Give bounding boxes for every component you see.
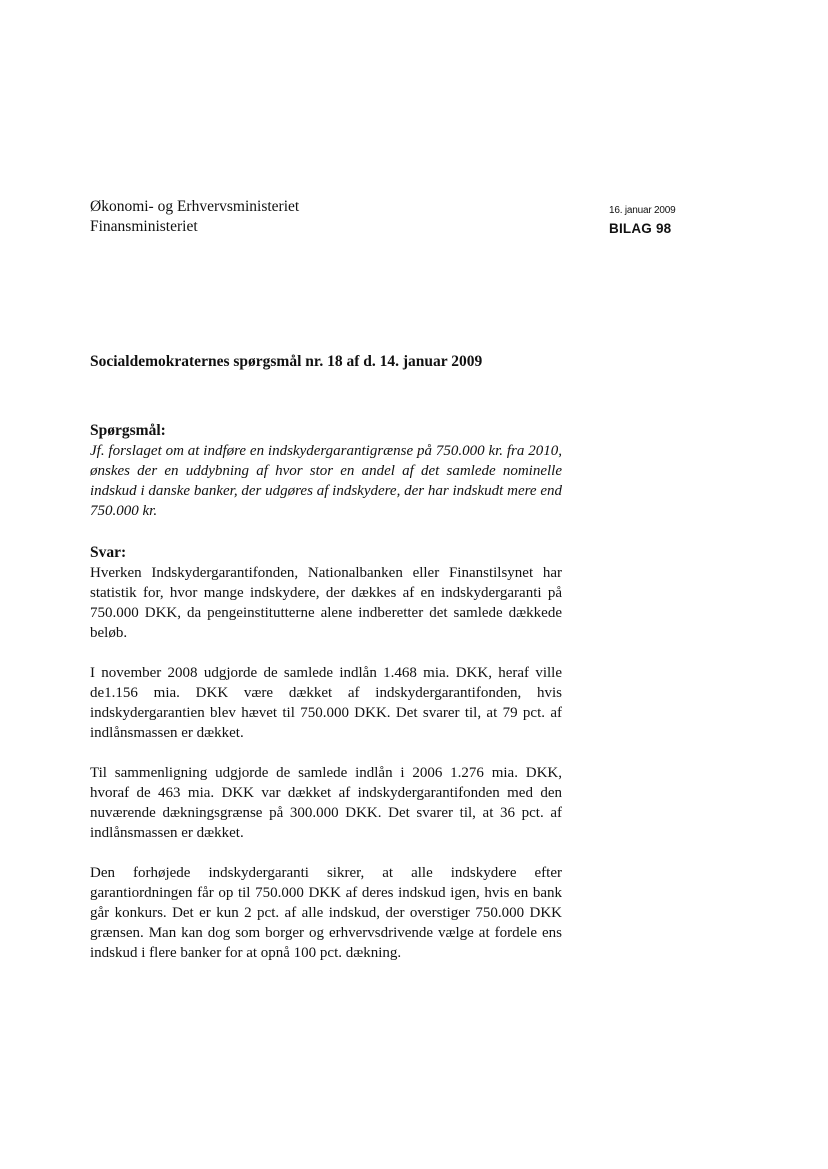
answer-paragraph: Den forhøjede indskydergaranti sikrer, at alle indskydere efter garantiordningen får op til 750.000 DKK af deres indskud igen, hvis en bank går konkurs. Det er kun 2 pct. af alle indskud, der overstiger 750.000 DKK grænsen. Man kan dog som borger og erhvervsdrivende vælge at fordele ens indskud i flere banker for at opnå 100 pct. dækning. bbox=[90, 865, 562, 961]
sender-block bbox=[90, 197, 299, 237]
answer-label: Svar: bbox=[90, 544, 127, 561]
document-body bbox=[90, 352, 562, 963]
answer-paragraph: Til sammenligning udgjorde de samlede indlån i 2006 1.276 mia. DKK, hvoraf de 463 mia. DKK var dækket af indskydergarantifonden med den nuværende dækningsgrænse på 300.000 DKK. Det svarer til, at 36 pct. af indlånsmassen er dækket. bbox=[90, 765, 562, 841]
ministry-name-2: Finansministeriet bbox=[90, 218, 198, 235]
ministry-name-1: Økonomi- og Erhvervsministeriet bbox=[90, 198, 300, 215]
question-label: Spørgsmål: bbox=[90, 422, 166, 439]
document-meta bbox=[609, 204, 676, 238]
bilag-number: BILAG 98 bbox=[609, 221, 672, 236]
answer-paragraph: Hverken Indskydergarantifonden, Nationalbanken eller Finanstilsynet har statistik for, hvor mange indskydere, der dækkes af en indskydergaranti på 750.000 DKK, da pengeinstitutterne alene indberetter det samlede dækkede beløb. bbox=[90, 565, 562, 641]
document-title: Socialdemokraternes spørgsmål nr. 18 af d. 14. januar 2009 bbox=[90, 353, 483, 370]
document-date: 16. januar 2009 bbox=[609, 205, 676, 216]
question-text: Jf. forslaget om at indføre en indskydergarantigrænse på 750.000 kr. fra 2010, ønskes der en uddybning af hvor stor en andel af det samlede nominelle indskud i danske banker, der udgøres af indskydere, der har indskudt mere end 750.000 kr. bbox=[90, 443, 562, 519]
answer-paragraph: I november 2008 udgjorde de samlede indlån 1.468 mia. DKK, heraf ville de1.156 mia. DKK være dækket af indskydergarantifonden, hvis indskydergarantien blev hævet til 750.000 DKK. Det svarer til, at 79 pct. af indlånsmassen er dækket. bbox=[90, 665, 562, 741]
